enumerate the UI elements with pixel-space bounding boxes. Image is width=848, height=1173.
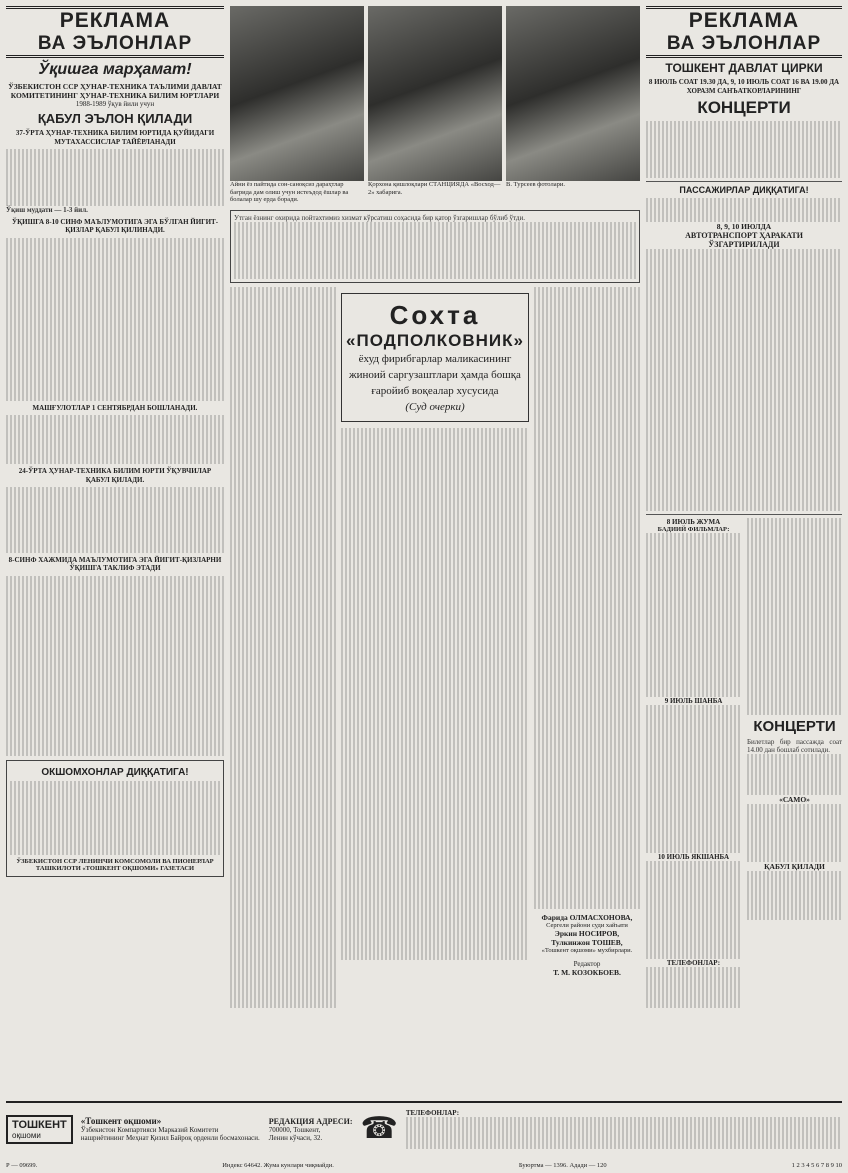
transport-tag: ЎЗГАРТИРИЛАДИ: [708, 240, 780, 250]
notice-title: ОКШОМХОНЛАР ДИҚҚАТИГА!: [41, 767, 189, 779]
feature-deck: ёхуд фирибгарлар маликасининг жиноий саргузаштлари ҳамда бошқа ғаройиб воқеалар хусусида: [349, 353, 521, 398]
paper-info: [81, 1116, 261, 1142]
concert-heading: КОНЦЕРТИ: [697, 97, 791, 117]
editor-name: Т. М. КОЗОКБОЕВ.: [553, 968, 621, 978]
intro-text: Утган ёзнинг охирида пойтахтимиз хизмат кўрсатиш соҳасида бир қатор ўзгаришлар бўлиб ўтди.: [234, 213, 525, 222]
reader-notice-box: [6, 760, 224, 877]
circus-venue: ТОШКЕНТ ДАВЛАТ ЦИРКИ: [665, 61, 823, 75]
tv-day-3: 10 ИЮЛЬ ЯКШАНБА: [657, 852, 730, 861]
circus-org: ХОРАЗМ САНЪАТКОРЛАРИНИНГ: [686, 86, 802, 95]
passengers-title: ПАССАЖИРЛАР ДИҚҚАТИГА!: [679, 184, 809, 195]
org-name: ЎЗБЕКИСТОН ССР ҲУНАР-ТЕХНИКА ТАЪЛИМИ ДАВЛАТ КОМИТЕТИНИНГ ҲУНАР-ТЕХНИКА БИЛИМ ЮРТЛАРИ: [8, 82, 222, 100]
tv-day-1: 8 ИЮЛЬ ЖУМА: [666, 518, 721, 527]
greeting-heading: Ўқишга марҳамат!: [38, 61, 192, 78]
accept-heading: ҚАБУЛ ҚИЛАДИ: [764, 861, 825, 871]
right-ads: [747, 518, 842, 1007]
author-1-role: Сергели райони суди хайъати: [546, 922, 628, 930]
school-1-heading: 37-ЎРТА ҲУНАР-ТЕХНИКА БИЛИМ ЮРТИДА ҚУЙИДАГИ МУТАХАССИСЛАР ТАЙЁРЛАНАДИ: [15, 129, 215, 146]
intro-box: [230, 210, 640, 284]
tv-listings: [646, 518, 741, 1007]
study-term: Ўқиш муддати — 1-3 йил.: [6, 206, 88, 215]
feature-subtitle: «ПОДПОЛКОВНИК»: [346, 331, 524, 351]
passengers-dates: 8, 9, 10 ИЮЛДА: [716, 222, 772, 232]
banner-line-1: РЕКЛАМА: [688, 9, 800, 32]
body-text-2: [6, 238, 224, 402]
concert-2-heading: КОНЦЕРТИ: [753, 717, 836, 735]
concert-2-note: Билетлар бир пассажда соат 14.00 дан бошлаб сотилади.: [747, 737, 842, 755]
right-column: [646, 6, 842, 1008]
logo-line-2: оқшоми: [12, 1130, 41, 1140]
editor-role: Редактор: [573, 960, 601, 969]
banner-line-1: РЕКЛАМА: [59, 9, 171, 32]
imprint-numbers: 1 2 3 4 5 6 7 8 9 10: [791, 1162, 842, 1169]
right-banner: [646, 6, 842, 58]
tv-day-2: 9 ИЮЛЬ ШАНБА: [664, 697, 723, 706]
printing-note: Ўзбекистон Компартияси Марказий Комитети нашриётининг Меҳнат Қизил Байроқ орденли босмахонаси.: [80, 1126, 260, 1142]
acceptance-note: ЎҚИШГА 8-10 СИНФ МАЪЛУМОТИГА ЭГА БЎЛГАН ЙИГИТ-ҚИЗЛАР ҚАБУЛ ҚИЛИНАДИ.: [11, 217, 219, 235]
photo-3: [506, 6, 640, 181]
feature-title-box: [341, 293, 529, 422]
transport-title: АВТОТРАНСПОРТ ҲАРАКАТИ: [685, 231, 803, 241]
photo-2: [368, 6, 502, 181]
classes-start: МАШҒУЛОТЛАР 1 СЕНТЯБРДАН БОШЛАНАДИ.: [32, 404, 198, 413]
body-text-3: [6, 415, 224, 464]
article-col-2: [341, 287, 529, 1008]
paper-logo: [6, 1115, 73, 1144]
address-city: 700000, Тошкент,: [268, 1125, 321, 1134]
article-col-1: [230, 287, 336, 1008]
tv-label: БАДИИЙ ФИЛЬМЛАР:: [657, 526, 730, 534]
middle-column: [230, 6, 640, 1008]
left-column: [6, 6, 224, 881]
school-2-heading: 24-ЎРТА ҲУНАР-ТЕХНИКА БИЛИМ ЮРТИ ЎҚУВЧИЛАР ҚАБУЛ ҚИЛАДИ.: [18, 467, 212, 484]
photo-captions: [230, 181, 640, 204]
feature-article: [230, 287, 640, 1008]
phones-block: [406, 1109, 842, 1150]
article-col-3: [534, 287, 640, 1008]
photo-caption-3: В. Турсеев фотолари.: [506, 181, 565, 188]
body-text-1: [6, 149, 224, 206]
address-block: [269, 1117, 353, 1142]
admission-heading: ҚАБУЛ ЭЪЛОН ҚИЛАДИ: [37, 111, 193, 126]
address-street: Ленин кўчаси, 32.: [268, 1133, 323, 1142]
feature-genre: (Суд очерки): [405, 401, 465, 414]
imprint-order: Буюртма — 1396. Адади — 120: [518, 1162, 607, 1169]
author-3-role: «Тошкент оқшоми» мухбирлари.: [541, 947, 633, 955]
masthead-footer: [6, 1101, 842, 1155]
paper-name: «Тошкент оқшоми»: [80, 1116, 162, 1126]
school-3-heading: 8-СИНФ ХАЖМИДА МАЪЛУМОТИГА ЭГА ЙИГИТ-ҚИЗЛАРНИ ЎҚИШГА ТАКЛИФ ЭТАДИ: [8, 555, 222, 573]
imprint-index: Индекс 64642. Жума кунлари чиқмайди.: [222, 1162, 334, 1169]
address-title: РЕДАКЦИЯ АДРЕСИ:: [268, 1116, 353, 1126]
photo-strip: [230, 6, 640, 181]
tel-label: ТЕЛЕФОНЛАР:: [666, 958, 721, 967]
author-2: Эркин НОСИРОВ,: [554, 929, 620, 939]
telephone-icon: ☎: [360, 1112, 398, 1145]
phones-title: ТЕЛЕФОНЛАР:: [405, 1108, 460, 1117]
notice-footer: ЎЗБЕКИСТОН ССР ЛЕНИНЧИ КОМСОМОЛИ ВА ПИОНЕРЛАР ТАШКИЛОТИ «ТОШКЕНТ ОҚШОМИ» ГАЗЕТАСИ: [16, 857, 214, 873]
imprint-line: [6, 1162, 842, 1169]
logo-line-1: ТОШКЕНТ: [12, 1118, 67, 1131]
photo-1: [230, 6, 364, 181]
imprint-code: Р — 09699.: [6, 1162, 38, 1169]
photo-caption-2: Қорхона қишлоқлари СТАНЦИЯДА «Восход—2» хабарига.: [368, 181, 501, 196]
orchestra-name: «САМО»: [779, 795, 810, 805]
circus-dates: 8 ИЮЛЬ СОАТ 19.30 ДА, 9, 10 ИЮЛЬ СОАТ 16 ВА 19.00 ДА: [648, 78, 840, 86]
author-2-role: Тулкинжон ТОШЕВ,: [551, 938, 623, 948]
body-text-4: [6, 487, 224, 553]
banner-line-2: ВА ЭЪЛОНЛАР: [666, 33, 822, 54]
banner-line-2: ВА ЭЪЛОНЛАР: [37, 33, 193, 54]
academic-year: 1988-1989 ўқув йили учун: [75, 100, 155, 108]
photo-caption-1: Айни ёз пайтида сон-саноқсиз дараҳтлар бағрида дам олиш учун истеъдод ёшлар ва болалар шу ерда боради.: [230, 181, 349, 203]
feature-title: Сохта: [389, 300, 481, 331]
author-1: Фарида ОЛМАСХОНОВА,: [541, 913, 633, 923]
body-text-5: [6, 576, 224, 756]
left-banner: [6, 6, 224, 58]
tv-and-ads: [646, 518, 842, 1007]
